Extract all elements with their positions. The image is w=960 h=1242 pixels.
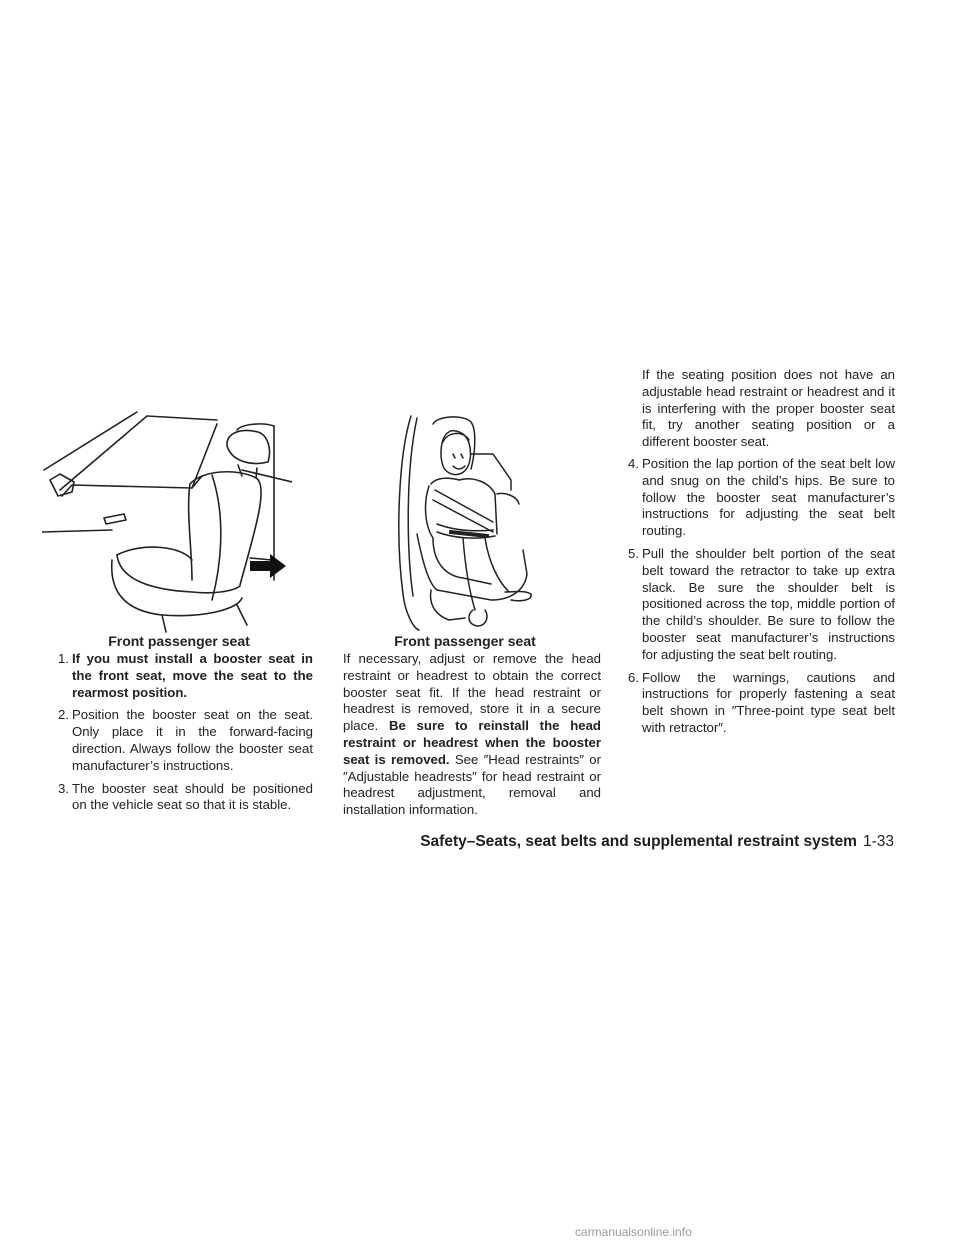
step-1: [44, 651, 313, 701]
page-footer: [420, 833, 894, 851]
step-number: 2.: [58, 707, 69, 723]
step-4: [612, 456, 895, 540]
step-text: Position the booster seat on the seat. Only place it in the forward-facing direction. Always follow the booster seat manufacturer’s instructions.: [72, 707, 313, 773]
paragraph-warning: Be sure to reinstall the head restraint or headrest when the booster seat is removed.: [343, 718, 601, 767]
step-5: [612, 546, 895, 664]
step-number: 1.: [58, 651, 69, 666]
step-text: Position the lap portion of the seat belt low and snug on the child’s hips. Be sure to follow the booster seat manufacturer’s instructions for adjusting the seat belt routing.: [642, 455, 895, 539]
step-number: 5.: [628, 545, 639, 561]
paragraph-intro: If necessary, adjust or remove the head restraint or headrest to obtain the correct booster seat fit. If the head restraint or headrest is removed, store it in a secure place.: [343, 651, 601, 734]
seating-position-note: If the seating position does not have an adjustable head restraint or headrest and it is interfering with the proper booster seat fit, try another seating position or a different booster seat.: [642, 367, 895, 450]
paragraph-reference: See ″Head restraints″ or ″Adjustable headrests″ for head restraint or headrest adjustment, removal and installation information.: [343, 751, 601, 818]
step-text-bold: If you must install a booster seat in the front seat, move the seat to the rearmost position.: [72, 651, 313, 700]
column-1: [44, 651, 313, 820]
column-2: [343, 651, 601, 819]
step-text: Pull the shoulder belt portion of the seat belt toward the retractor to take up extra slack. Be sure the shoulder belt is positioned across the top, middle portion of the child’s shoulder. Be sure to follow the booster seat manufacturer’s instructions for adjusting the seat belt routing.: [642, 545, 895, 662]
figure-2-caption: Front passenger seat: [394, 633, 536, 649]
column-3: [612, 367, 895, 743]
section-title: Safety–Seats, seat belts and supplemental restraint system: [420, 833, 857, 850]
head-restraint-paragraph: [343, 651, 601, 819]
step-number: 4.: [628, 455, 639, 471]
steps-list-1: [44, 651, 313, 814]
figure-1-caption: Front passenger seat: [108, 633, 250, 649]
step-6: [612, 670, 895, 737]
step-number: 6.: [628, 669, 639, 685]
step-3: [44, 781, 313, 815]
booster-seat-illustration: [393, 414, 561, 632]
page-number: 1-33: [862, 833, 894, 850]
watermark: carmanualsonline.info: [575, 1225, 692, 1239]
step-text: The booster seat should be positioned on the vehicle seat so that it is stable.: [72, 780, 313, 813]
steps-list-2: [612, 456, 895, 737]
seat-illustration: [42, 410, 292, 635]
step-text: Follow the warnings, cautions and instructions for properly fastening a seat belt shown in ″Three-point type seat belt with retractor″.: [642, 669, 895, 735]
step-2: [44, 707, 313, 774]
step-number: 3.: [58, 780, 69, 796]
